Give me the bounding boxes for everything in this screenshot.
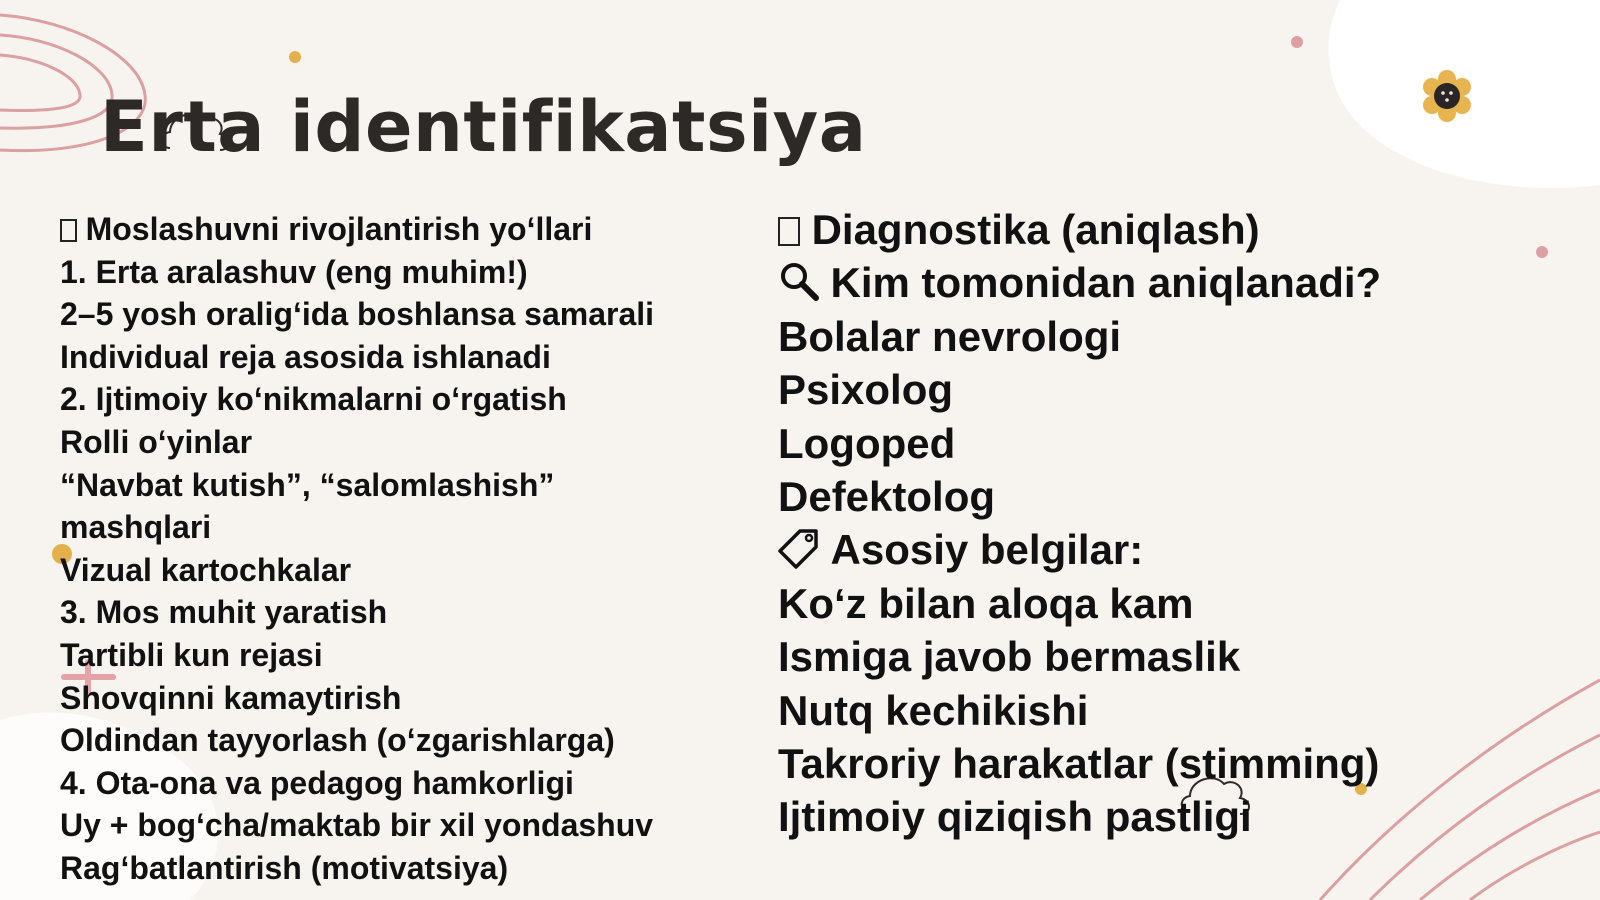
sign-item: Ismiga javob bermaslik xyxy=(778,633,1241,681)
pink-dot xyxy=(1291,36,1303,48)
list-item: Tartibli kun rejasi xyxy=(60,636,323,673)
left-heading-text: Moslashuvni rivojlantirish yo‘llari xyxy=(85,211,593,247)
list-item: “Navbat kutish”, “salomlashish” xyxy=(60,466,555,503)
sign-item: Ko‘z bilan aloqa kam xyxy=(778,579,1194,627)
list-item: Vizual kartochkalar xyxy=(60,551,352,588)
list-item: 4. Ota-ona va pedagog hamkorligi xyxy=(60,764,574,801)
list-item: Oldindan tayyorlash (o‘zgarishlarga) xyxy=(60,722,615,759)
tag-icon xyxy=(778,527,820,569)
page-title: Erta identifikatsiya xyxy=(100,86,867,168)
sign-item: Takroriy harakatlar (stimming) xyxy=(778,740,1380,788)
list-item: 2. Ijtimoiy ko‘nikmalarni o‘rgatish xyxy=(60,381,567,418)
list-item: 1. Erta aralashuv (eng muhim!) xyxy=(60,253,528,290)
list-item: Individual reja asosida ishlanadi xyxy=(60,338,551,375)
specialist-item: Logoped xyxy=(778,419,956,467)
gold-dot xyxy=(289,51,301,63)
who-heading xyxy=(778,256,1578,309)
empty-box-icon xyxy=(778,217,800,246)
list-item: mashqlari xyxy=(60,509,212,546)
right-heading-text: Diagnostika (aniqlash) xyxy=(811,206,1260,253)
specialist-item: Psixolog xyxy=(778,366,954,414)
list-item: Rolli o‘yinlar xyxy=(60,423,253,460)
sign-item: Ijtimoiy qiziqish pastligi xyxy=(778,793,1252,841)
specialist-item: Bolalar nevrologi xyxy=(778,312,1122,360)
right-column xyxy=(778,203,1578,844)
who-heading-text: Kim tomonidan aniqlanadi? xyxy=(830,259,1382,307)
sign-item: Nutq kechikishi xyxy=(778,686,1089,734)
list-item: Shovqinni kamaytirish xyxy=(60,679,402,716)
empty-box-icon xyxy=(60,219,77,241)
magnifying-glass-icon xyxy=(778,260,820,302)
signs-heading-text: Asosiy belgilar: xyxy=(830,526,1144,574)
right-heading xyxy=(778,203,1578,256)
list-item: Rag‘batlantirish (motivatsiya) xyxy=(60,849,509,886)
left-column xyxy=(60,208,760,890)
list-item: 2–5 yosh oralig‘ida boshlansa samarali xyxy=(60,296,655,333)
specialist-item: Defektolog xyxy=(778,473,996,521)
left-heading xyxy=(60,208,760,251)
signs-heading xyxy=(778,523,1578,576)
list-item: Uy + bog‘cha/maktab bir xil yondashuv xyxy=(60,807,654,844)
list-item: 3. Mos muhit yaratish xyxy=(60,594,388,631)
